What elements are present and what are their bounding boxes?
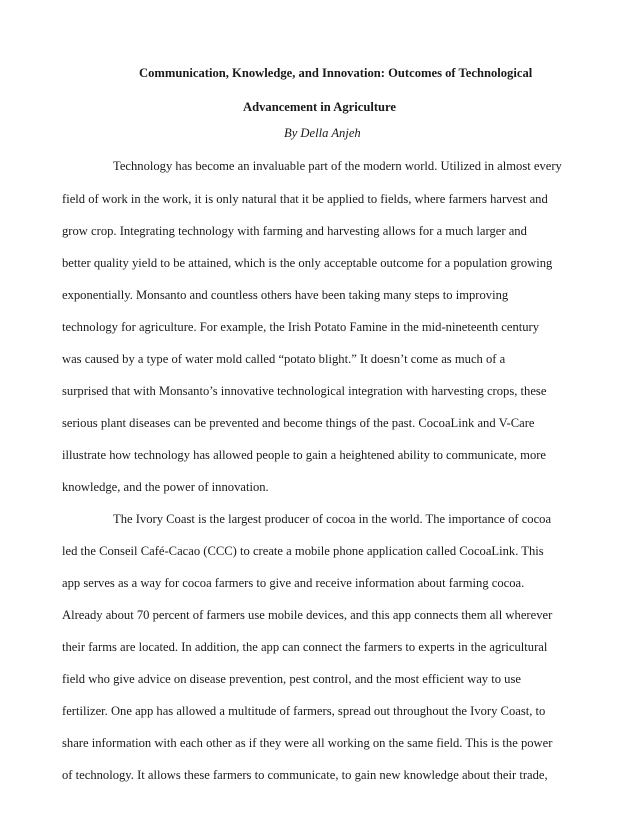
body-line: Technology has become an invaluable part of the modern world. Utilized in almost every [113, 159, 562, 173]
body-line: their farms are located. In addition, the app can connect the farmers to experts in the agricultural [62, 640, 548, 654]
title-line-1: Communication, Knowledge, and Innovation: Outcomes of Technological [139, 66, 533, 80]
title-line-2: Advancement in Agriculture [243, 100, 396, 114]
author-byline: By Della Anjeh [284, 126, 361, 140]
body-line: illustrate how technology has allowed people to gain a heightened ability to communicate, more [62, 448, 547, 462]
body-line: field who give advice on disease prevention, pest control, and the most efficient way to use [62, 672, 521, 686]
body-line: The Ivory Coast is the largest producer of cocoa in the world. The importance of cocoa [113, 512, 552, 526]
body-line: fertilizer. One app has allowed a multitude of farmers, spread out throughout the Ivory Coast, to [62, 704, 546, 718]
body-line: surprised that with Monsanto’s innovative technological integration with harvesting crops, these [62, 384, 547, 398]
body-line: was caused by a type of water mold called “potato blight.” It doesn’t come as much of a [62, 352, 506, 366]
body-line: app serves as a way for cocoa farmers to give and receive information about farming cocoa. [62, 576, 525, 590]
body-line: serious plant diseases can be prevented and become things of the past. CocoaLink and V-Care [62, 416, 535, 430]
body-line: knowledge, and the power of innovation. [62, 480, 269, 494]
body-line: technology for agriculture. For example, the Irish Potato Famine in the mid-nineteenth century [62, 320, 540, 334]
body-line: better quality yield to be attained, which is the only acceptable outcome for a population growing [62, 256, 553, 270]
body-line: Already about 70 percent of farmers use mobile devices, and this app connects them all wherever [62, 608, 553, 622]
body-line: grow crop. Integrating technology with farming and harvesting allows for a much larger and [62, 224, 527, 238]
body-line: of technology. It allows these farmers to communicate, to gain new knowledge about their trade, [62, 768, 548, 782]
body-line: field of work in the work, it is only natural that it be applied to fields, where farmers harvest and [62, 192, 548, 206]
body-line: exponentially. Monsanto and countless others have been taking many steps to improving [62, 288, 509, 302]
body-line: led the Conseil Café-Cacao (CCC) to create a mobile phone application called CocoaLink. This [62, 544, 544, 558]
body-line: share information with each other as if they were all working on the same field. This is the power [62, 736, 553, 750]
